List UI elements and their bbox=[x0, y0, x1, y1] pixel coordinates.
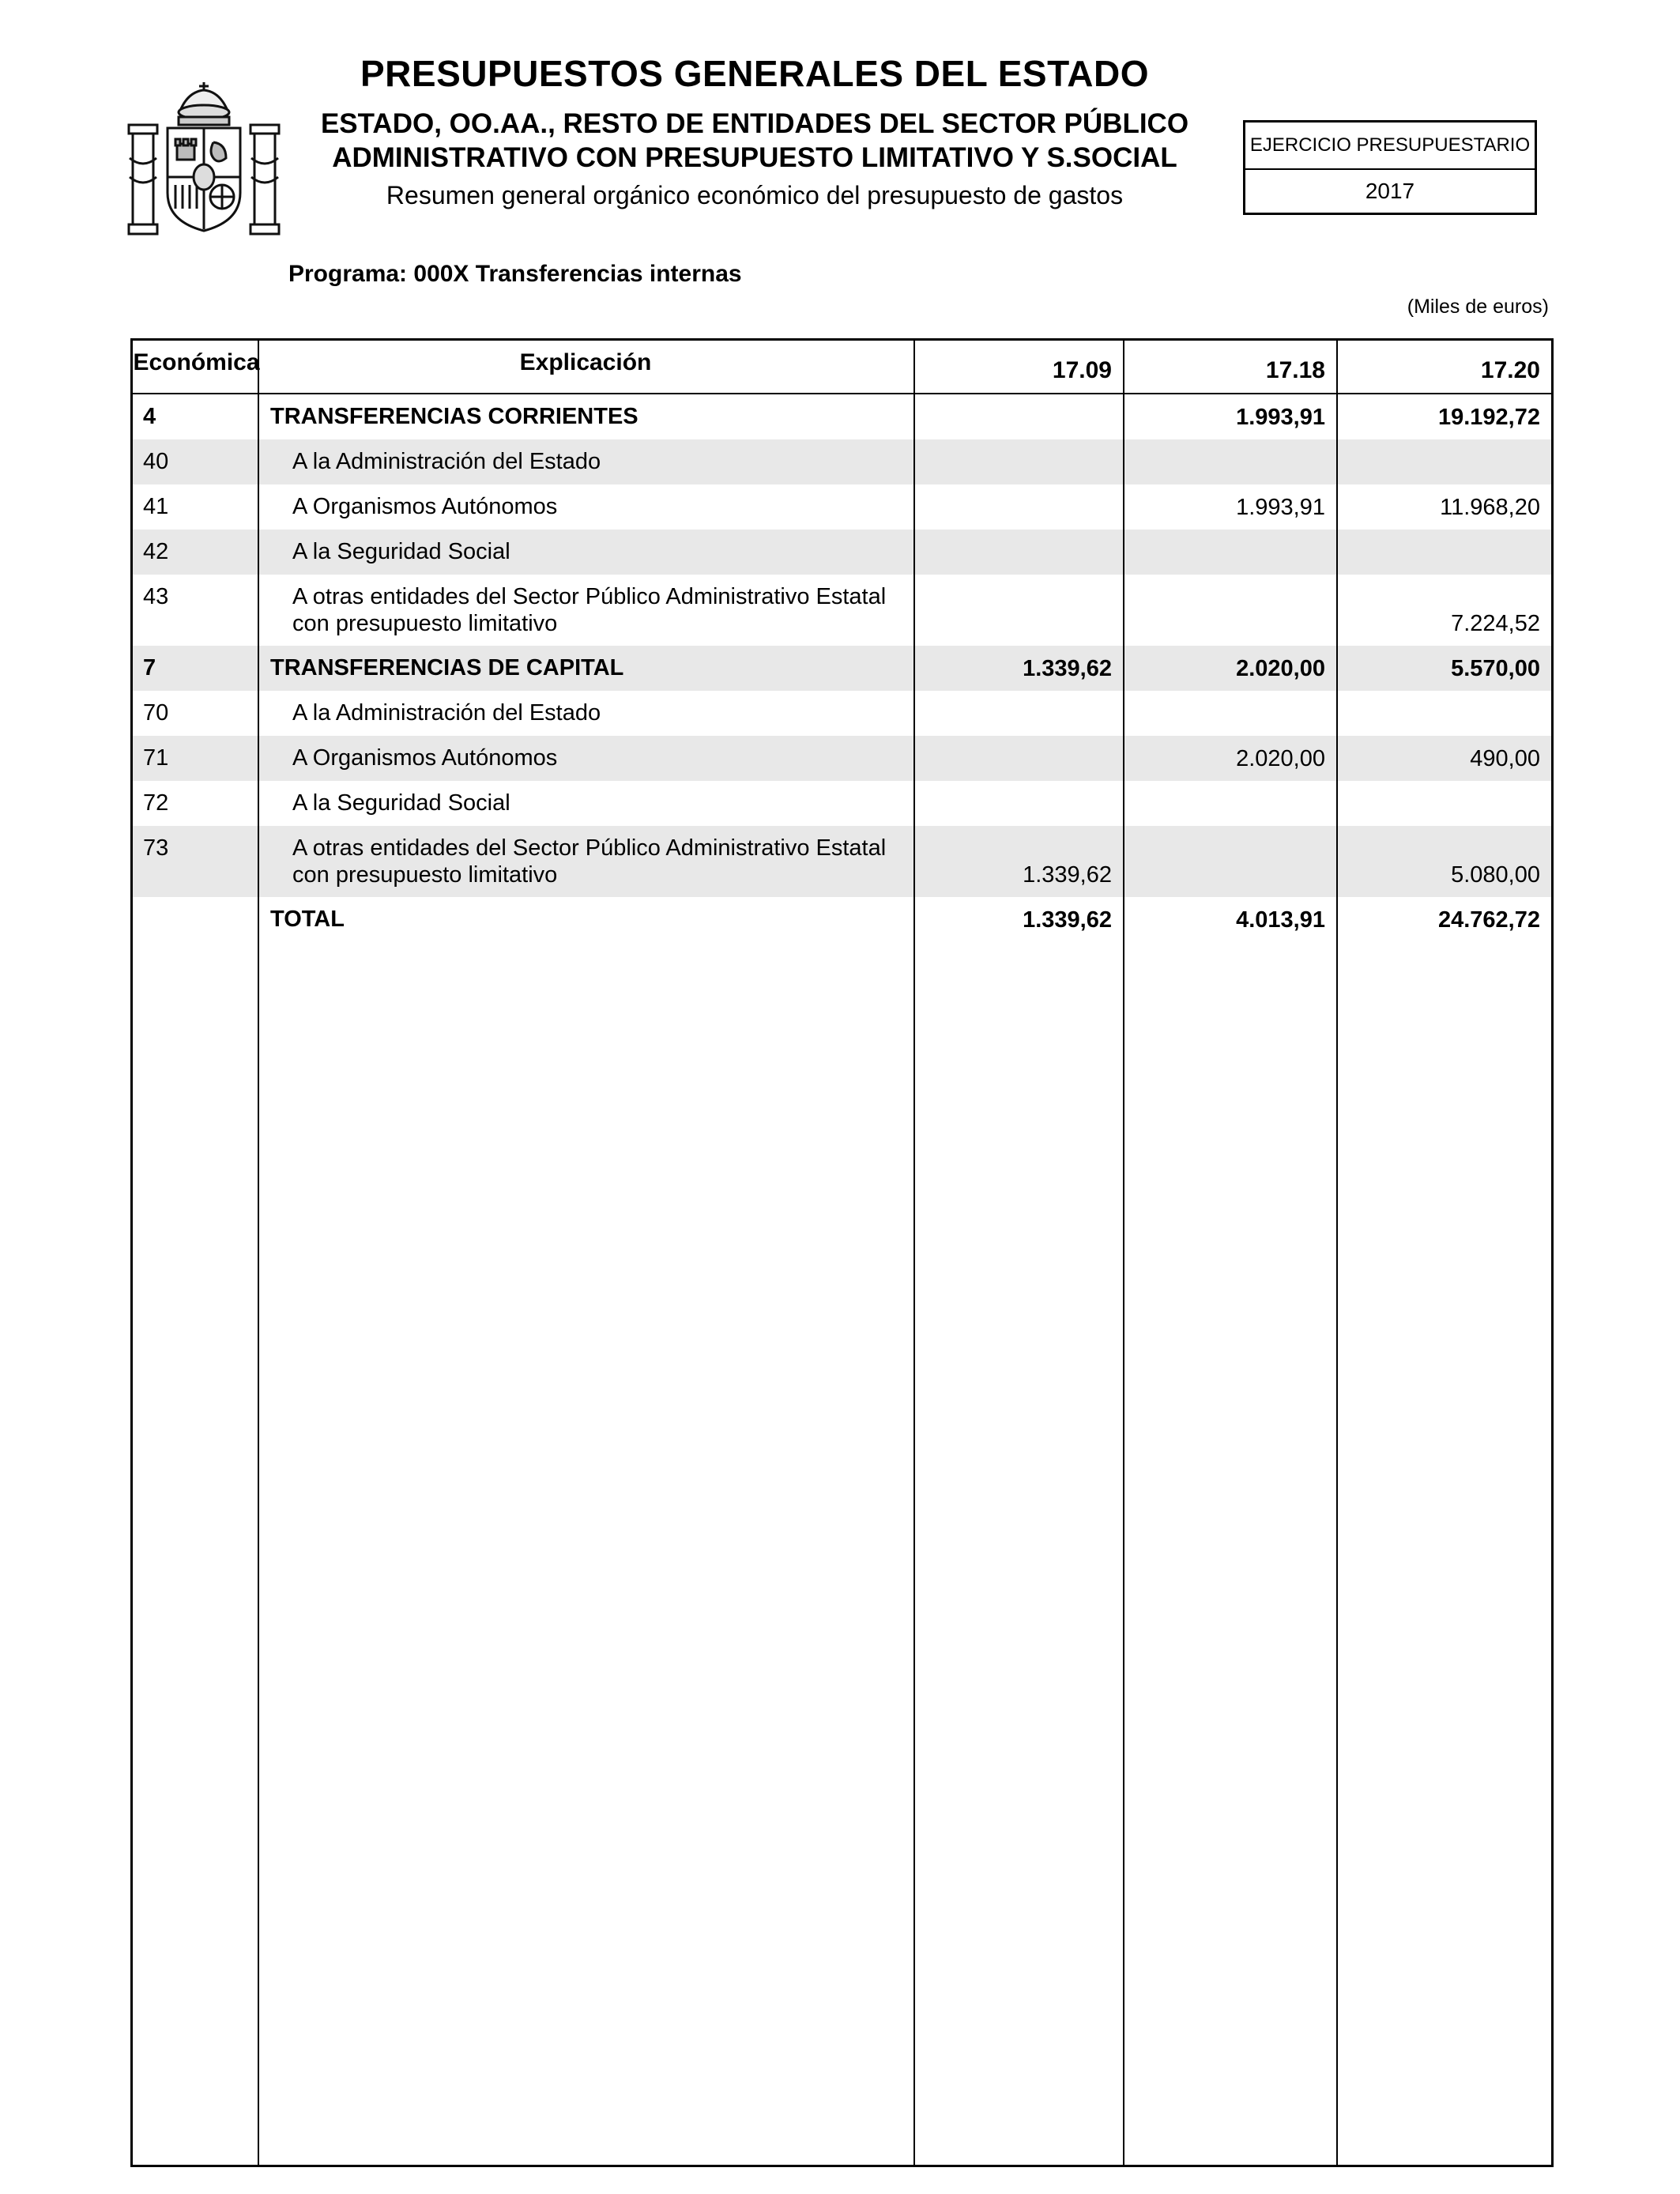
econ-code: 41 bbox=[133, 484, 259, 530]
header-col-1709: 17.09 bbox=[915, 341, 1124, 393]
value-1720: 490,00 bbox=[1470, 746, 1540, 771]
row-description: TRANSFERENCIAS CORRIENTES bbox=[259, 394, 915, 439]
empty-cell bbox=[259, 942, 915, 2165]
document-subtitle-line1: ESTADO, OO.AA., RESTO DE ENTIDADES DEL SECTOR PÚBLICO bbox=[320, 108, 1189, 139]
table-row-43 bbox=[133, 575, 1551, 646]
value-1709 bbox=[915, 736, 1124, 781]
row-description: A Organismos Autónomos bbox=[259, 736, 915, 781]
table-row-41 bbox=[133, 484, 1551, 530]
program-title: Programa: 000X Transferencias internas bbox=[288, 261, 742, 287]
row-description: A la Administración del Estado bbox=[259, 439, 915, 484]
value-1709 bbox=[915, 439, 1124, 484]
table-empty-area bbox=[133, 942, 1551, 2165]
table-row-71 bbox=[133, 736, 1551, 781]
document-header bbox=[261, 52, 1249, 210]
value-1718: 1.993,91 bbox=[1124, 484, 1338, 530]
value-1718: 1.993,91 bbox=[1124, 394, 1338, 439]
value-1718 bbox=[1124, 781, 1338, 826]
table-row-chapter-7 bbox=[133, 646, 1551, 691]
table-row-72 bbox=[133, 781, 1551, 826]
value-1720 bbox=[1338, 439, 1551, 484]
econ-code: 7 bbox=[133, 646, 259, 691]
document-subtitle bbox=[261, 107, 1249, 175]
value-1709 bbox=[915, 484, 1124, 530]
empty-cell bbox=[915, 942, 1124, 2165]
value-1709 bbox=[915, 394, 1124, 439]
value-1709 bbox=[915, 781, 1124, 826]
budget-exercise-year: 2017 bbox=[1365, 179, 1415, 203]
empty-cell bbox=[133, 942, 259, 2165]
econ-code: 73 bbox=[133, 826, 259, 897]
row-description: A Organismos Autónomos bbox=[259, 484, 915, 530]
table-header-row bbox=[133, 341, 1551, 394]
econ-code bbox=[133, 897, 259, 942]
econ-code: 72 bbox=[133, 781, 259, 826]
table-row-42 bbox=[133, 530, 1551, 575]
row-description: A otras entidades del Sector Público Administrativo Estatal con presupuesto limitativo bbox=[259, 826, 915, 897]
econ-code: 71 bbox=[133, 736, 259, 781]
table-row-70 bbox=[133, 691, 1551, 736]
row-description: A la Administración del Estado bbox=[259, 691, 915, 736]
document-summary-line: Resumen general orgánico económico del presupuesto de gastos bbox=[386, 181, 1124, 210]
value-1709 bbox=[915, 575, 1124, 646]
value-1709 bbox=[915, 530, 1124, 575]
value-1709 bbox=[915, 691, 1124, 736]
value-1718: 2.020,00 bbox=[1124, 736, 1338, 781]
row-description: A la Seguridad Social bbox=[259, 781, 915, 826]
spain-coat-of-arms-icon bbox=[126, 82, 281, 256]
value-1709: 1.339,62 bbox=[915, 897, 1124, 942]
value-1720 bbox=[1338, 781, 1551, 826]
spain-coat-of-arms bbox=[126, 82, 281, 260]
econ-code: 40 bbox=[133, 439, 259, 484]
table-row-total bbox=[133, 897, 1551, 942]
empty-cell bbox=[1124, 942, 1338, 2165]
value-1720: 11.968,20 bbox=[1440, 495, 1540, 520]
row-description: A la Seguridad Social bbox=[259, 530, 915, 575]
value-1720: 5.570,00 bbox=[1451, 656, 1540, 681]
header-col-1720: 17.20 bbox=[1480, 357, 1540, 383]
econ-code: 4 bbox=[133, 394, 259, 439]
value-1718 bbox=[1124, 826, 1338, 897]
value-1720: 24.762,72 bbox=[1437, 907, 1540, 933]
row-description: A otras entidades del Sector Público Administrativo Estatal con presupuesto limitativo bbox=[259, 575, 915, 646]
value-1720: 7.224,52 bbox=[1451, 611, 1540, 636]
header-economica: Económica bbox=[133, 341, 259, 393]
value-1709: 1.339,62 bbox=[915, 826, 1124, 897]
econ-code: 42 bbox=[133, 530, 259, 575]
document-subtitle-line2: ADMINISTRATIVO CON PRESUPUESTO LIMITATIVO Y S.SOCIAL bbox=[332, 141, 1177, 173]
document-title: PRESUPUESTOS GENERALES DEL ESTADO bbox=[360, 53, 1150, 94]
value-1709: 1.339,62 bbox=[915, 646, 1124, 691]
econ-code: 70 bbox=[133, 691, 259, 736]
value-1720 bbox=[1338, 530, 1551, 575]
value-1720: 5.080,00 bbox=[1451, 862, 1540, 888]
table-row-40 bbox=[133, 439, 1551, 484]
units-note: (Miles de euros) bbox=[1407, 296, 1549, 318]
budget-exercise-box bbox=[1243, 120, 1537, 215]
value-1720: 19.192,72 bbox=[1437, 405, 1540, 430]
header-explicacion: Explicación bbox=[259, 341, 915, 393]
budget-exercise-label: EJERCICIO PRESUPUESTARIO bbox=[1245, 123, 1535, 170]
table-row-73 bbox=[133, 826, 1551, 897]
table-row-chapter-4 bbox=[133, 394, 1551, 439]
budget-table bbox=[130, 338, 1554, 2167]
value-1718: 2.020,00 bbox=[1124, 646, 1338, 691]
value-1718 bbox=[1124, 691, 1338, 736]
econ-code: 43 bbox=[133, 575, 259, 646]
row-description: TRANSFERENCIAS DE CAPITAL bbox=[259, 646, 915, 691]
value-1720 bbox=[1338, 691, 1551, 736]
empty-cell bbox=[1338, 942, 1551, 2165]
value-1718: 4.013,91 bbox=[1124, 897, 1338, 942]
row-description: TOTAL bbox=[259, 897, 915, 942]
value-1718 bbox=[1124, 439, 1338, 484]
value-1718 bbox=[1124, 575, 1338, 646]
value-1718 bbox=[1124, 530, 1338, 575]
header-col-1718: 17.18 bbox=[1124, 341, 1338, 393]
